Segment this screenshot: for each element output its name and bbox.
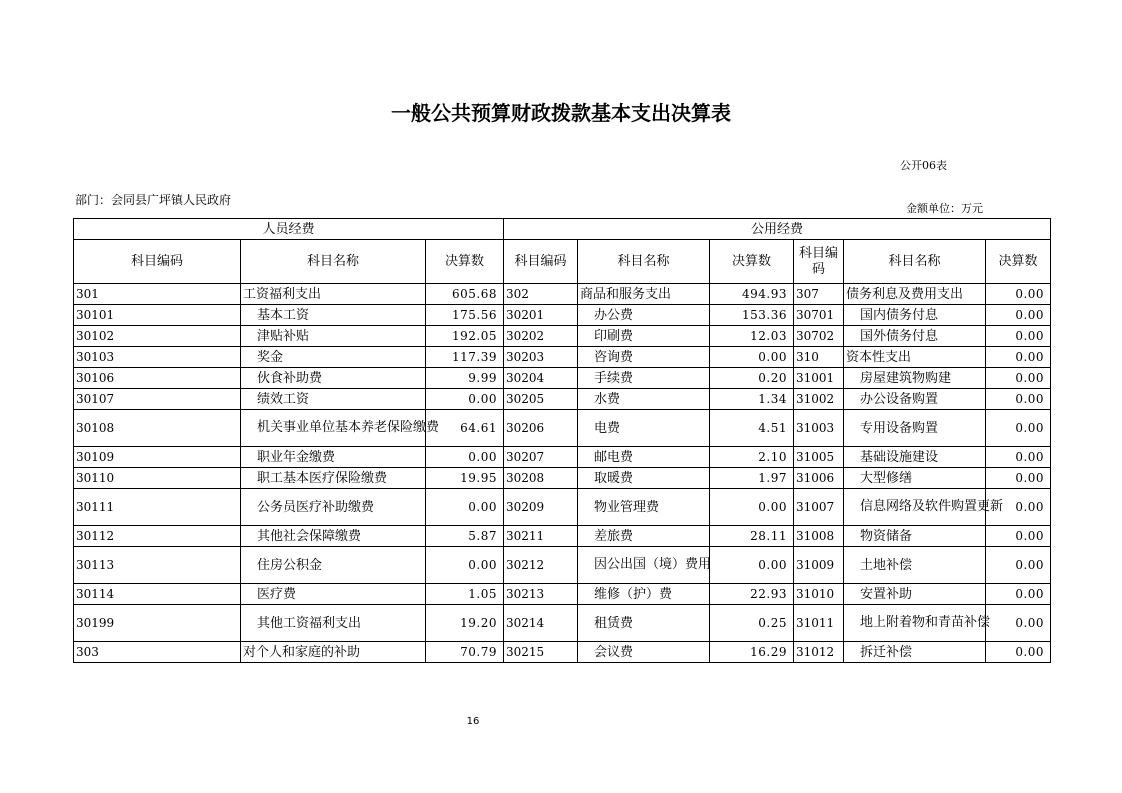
column-header: 科目编码 (794, 240, 844, 284)
amount-cell: 0.00 (986, 305, 1051, 326)
amount-cell: 0.00 (426, 389, 504, 410)
table-row (74, 642, 1051, 663)
item-code-cell: 30109 (74, 447, 241, 468)
item-name-cell: 土地补偿 (844, 547, 986, 584)
item-code-cell: 31001 (794, 368, 844, 389)
item-name-cell: 办公费 (578, 305, 710, 326)
public-group-header: 公用经费 (504, 219, 1051, 240)
amount-cell: 0.00 (986, 605, 1051, 642)
item-code-cell: 30107 (74, 389, 241, 410)
amount-cell: 19.20 (426, 605, 504, 642)
expenditure-table (73, 218, 1051, 663)
page-title: 一般公共预算财政拨款基本支出决算表 (391, 101, 731, 125)
item-code-cell: 30204 (504, 368, 578, 389)
amount-unit-label: 金额单位：万元 (906, 202, 983, 215)
amount-cell: 0.00 (986, 447, 1051, 468)
item-code-cell: 302 (504, 284, 578, 305)
item-name-cell: 安置补助 (844, 584, 986, 605)
item-code-cell: 30701 (794, 305, 844, 326)
item-name-cell: 办公设备购置 (844, 389, 986, 410)
item-name-cell: 工资福利支出 (241, 284, 426, 305)
item-code-cell: 307 (794, 284, 844, 305)
item-code-cell: 30213 (504, 584, 578, 605)
amount-cell: 19.95 (426, 468, 504, 489)
item-code-cell: 30215 (504, 642, 578, 663)
item-code-cell: 30108 (74, 410, 241, 447)
table-row (74, 410, 1051, 447)
item-code-cell: 303 (74, 642, 241, 663)
amount-cell: 28.11 (710, 526, 794, 547)
item-name-cell: 其他社会保障缴费 (241, 526, 426, 547)
item-name-cell: 伙食补助费 (241, 368, 426, 389)
item-code-cell: 30114 (74, 584, 241, 605)
group-header-row (74, 219, 1051, 240)
page-number: 16 (466, 716, 480, 727)
item-name-cell: 会议费 (578, 642, 710, 663)
item-name-cell: 手续费 (578, 368, 710, 389)
item-code-cell: 30202 (504, 326, 578, 347)
table-row (74, 305, 1051, 326)
personnel-group-header: 人员经费 (74, 219, 504, 240)
amount-cell: 12.03 (710, 326, 794, 347)
item-name-cell: 房屋建筑物购建 (844, 368, 986, 389)
item-name-cell: 信息网络及软件购置更新 (844, 489, 986, 526)
item-code-cell: 30209 (504, 489, 578, 526)
item-name-cell: 对个人和家庭的补助 (241, 642, 426, 663)
item-code-cell: 301 (74, 284, 241, 305)
column-header-row (74, 240, 1051, 284)
item-name-cell: 医疗费 (241, 584, 426, 605)
amount-cell: 0.00 (986, 584, 1051, 605)
item-name-cell: 咨询费 (578, 347, 710, 368)
item-code-cell: 30101 (74, 305, 241, 326)
item-code-cell: 30199 (74, 605, 241, 642)
amount-cell: 0.00 (986, 326, 1051, 347)
item-name-cell: 大型修缮 (844, 468, 986, 489)
table-row (74, 526, 1051, 547)
amount-cell: 22.93 (710, 584, 794, 605)
table-row (74, 326, 1051, 347)
amount-cell: 153.36 (710, 305, 794, 326)
item-name-cell: 维修（护）费 (578, 584, 710, 605)
item-name-cell: 机关事业单位基本养老保险缴费 (241, 410, 426, 447)
item-code-cell: 31003 (794, 410, 844, 447)
table-row (74, 284, 1051, 305)
amount-cell: 4.51 (710, 410, 794, 447)
amount-cell: 0.00 (986, 389, 1051, 410)
amount-cell: 0.00 (986, 347, 1051, 368)
amount-cell: 0.00 (986, 547, 1051, 584)
amount-cell: 70.79 (426, 642, 504, 663)
item-name-cell: 住房公积金 (241, 547, 426, 584)
amount-cell: 0.00 (986, 368, 1051, 389)
item-name-cell: 因公出国（境）费用 (578, 547, 710, 584)
amount-cell: 0.25 (710, 605, 794, 642)
column-header: 科目名称 (578, 240, 710, 284)
item-name-cell: 公务员医疗补助缴费 (241, 489, 426, 526)
table-row (74, 605, 1051, 642)
table-row (74, 468, 1051, 489)
item-name-cell: 专用设备购置 (844, 410, 986, 447)
item-code-cell: 30203 (504, 347, 578, 368)
item-name-cell: 基本工资 (241, 305, 426, 326)
item-name-cell: 奖金 (241, 347, 426, 368)
item-name-cell: 物业管理费 (578, 489, 710, 526)
item-code-cell: 30102 (74, 326, 241, 347)
amount-cell: 0.00 (710, 347, 794, 368)
table-row (74, 547, 1051, 584)
amount-cell: 0.00 (986, 284, 1051, 305)
item-code-cell: 30113 (74, 547, 241, 584)
department-label: 部门：会同县广坪镇人民政府 (75, 193, 232, 207)
item-name-cell: 水费 (578, 389, 710, 410)
amount-cell: 1.05 (426, 584, 504, 605)
amount-cell: 0.00 (986, 410, 1051, 447)
column-header: 科目编码 (74, 240, 241, 284)
amount-cell: 192.05 (426, 326, 504, 347)
item-name-cell: 物资储备 (844, 526, 986, 547)
item-name-cell: 租赁费 (578, 605, 710, 642)
item-code-cell: 31008 (794, 526, 844, 547)
column-header: 决算数 (710, 240, 794, 284)
amount-cell: 117.39 (426, 347, 504, 368)
amount-cell: 0.00 (426, 547, 504, 584)
item-name-cell: 国外债务付息 (844, 326, 986, 347)
item-name-cell: 差旅费 (578, 526, 710, 547)
item-name-cell: 国内债务付息 (844, 305, 986, 326)
item-name-cell: 基础设施建设 (844, 447, 986, 468)
item-code-cell: 310 (794, 347, 844, 368)
item-name-cell: 印刷费 (578, 326, 710, 347)
item-name-cell: 取暖费 (578, 468, 710, 489)
table-row (74, 389, 1051, 410)
amount-cell: 5.87 (426, 526, 504, 547)
item-code-cell: 31006 (794, 468, 844, 489)
item-code-cell: 30206 (504, 410, 578, 447)
column-header: 决算数 (426, 240, 504, 284)
table-row (74, 584, 1051, 605)
form-number: 公开06表 (900, 159, 947, 172)
item-name-cell: 津贴补贴 (241, 326, 426, 347)
item-name-cell: 邮电费 (578, 447, 710, 468)
item-name-cell: 绩效工资 (241, 389, 426, 410)
item-name-cell: 资本性支出 (844, 347, 986, 368)
amount-cell: 0.00 (710, 547, 794, 584)
amount-cell: 0.00 (426, 489, 504, 526)
amount-cell: 0.00 (986, 468, 1051, 489)
item-code-cell: 30106 (74, 368, 241, 389)
item-code-cell: 30111 (74, 489, 241, 526)
item-code-cell: 31010 (794, 584, 844, 605)
item-code-cell: 30207 (504, 447, 578, 468)
item-name-cell: 电费 (578, 410, 710, 447)
amount-cell: 2.10 (710, 447, 794, 468)
item-code-cell: 30103 (74, 347, 241, 368)
amount-cell: 1.34 (710, 389, 794, 410)
amount-cell: 605.68 (426, 284, 504, 305)
column-header: 决算数 (986, 240, 1051, 284)
amount-cell: 0.00 (426, 447, 504, 468)
item-name-cell: 商品和服务支出 (578, 284, 710, 305)
item-code-cell: 30214 (504, 605, 578, 642)
amount-cell: 0.00 (710, 489, 794, 526)
item-code-cell: 31007 (794, 489, 844, 526)
amount-cell: 175.56 (426, 305, 504, 326)
column-header: 科目编码 (504, 240, 578, 284)
item-code-cell: 30205 (504, 389, 578, 410)
item-code-cell: 30110 (74, 468, 241, 489)
amount-cell: 0.20 (710, 368, 794, 389)
amount-cell: 64.61 (426, 410, 504, 447)
item-code-cell: 30201 (504, 305, 578, 326)
item-code-cell: 31005 (794, 447, 844, 468)
amount-cell: 0.00 (986, 642, 1051, 663)
table-row (74, 447, 1051, 468)
amount-cell: 9.99 (426, 368, 504, 389)
amount-cell: 0.00 (986, 489, 1051, 526)
amount-cell: 1.97 (710, 468, 794, 489)
table-row (74, 347, 1051, 368)
amount-cell: 494.93 (710, 284, 794, 305)
item-code-cell: 30211 (504, 526, 578, 547)
item-code-cell: 30208 (504, 468, 578, 489)
item-name-cell: 拆迁补偿 (844, 642, 986, 663)
item-name-cell: 其他工资福利支出 (241, 605, 426, 642)
column-header: 科目名称 (241, 240, 426, 284)
item-code-cell: 30212 (504, 547, 578, 584)
item-name-cell: 职工基本医疗保险缴费 (241, 468, 426, 489)
item-code-cell: 30702 (794, 326, 844, 347)
item-code-cell: 31012 (794, 642, 844, 663)
table-row (74, 489, 1051, 526)
amount-cell: 16.29 (710, 642, 794, 663)
item-code-cell: 31011 (794, 605, 844, 642)
amount-cell: 0.00 (986, 526, 1051, 547)
item-name-cell: 地上附着物和青苗补偿 (844, 605, 986, 642)
item-name-cell: 职业年金缴费 (241, 447, 426, 468)
item-code-cell: 31002 (794, 389, 844, 410)
item-code-cell: 30112 (74, 526, 241, 547)
item-name-cell: 债务利息及费用支出 (844, 284, 986, 305)
item-code-cell: 31009 (794, 547, 844, 584)
column-header: 科目名称 (844, 240, 986, 284)
table-row (74, 368, 1051, 389)
